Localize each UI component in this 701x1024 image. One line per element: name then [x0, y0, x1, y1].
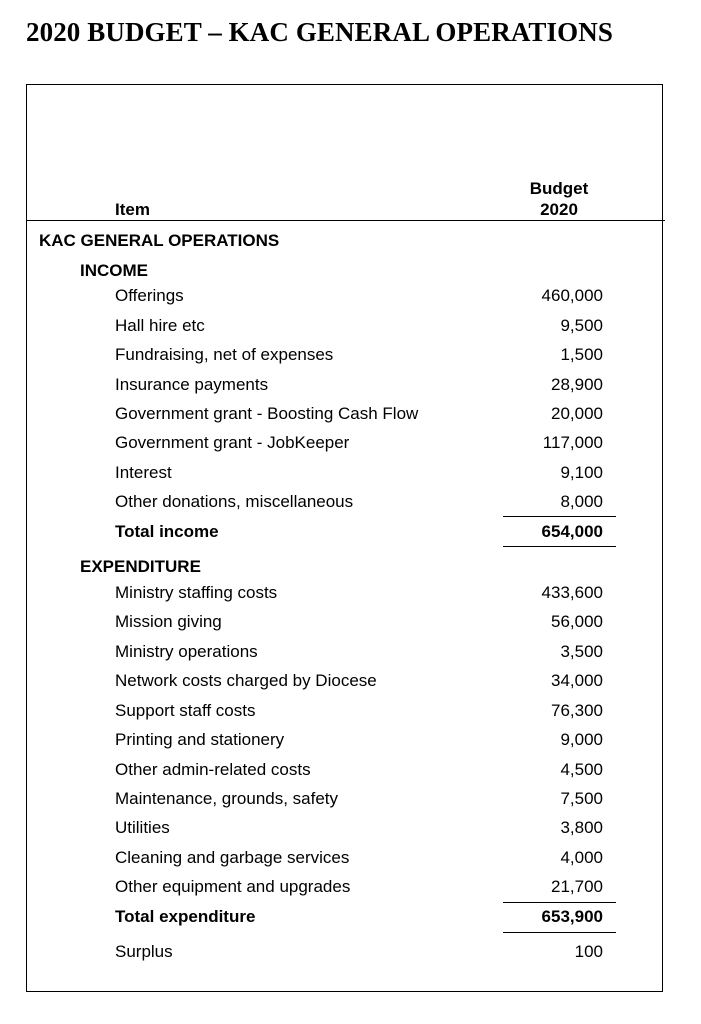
- expenditure-row-value: 433,600: [541, 583, 603, 602]
- column-header-item: Item: [115, 200, 150, 219]
- section-heading: KAC GENERAL OPERATIONS: [39, 231, 280, 250]
- income-row-label: Insurance payments: [115, 375, 269, 394]
- expenditure-row-label: Support staff costs: [115, 701, 256, 720]
- income-row-value: 1,500: [560, 345, 603, 364]
- expenditure-row-value: 34,000: [551, 671, 603, 690]
- total-income-label: Total income: [115, 522, 219, 541]
- income-row-label: Interest: [115, 463, 172, 482]
- expenditure-row-value: 4,500: [560, 760, 603, 779]
- income-row-label: Hall hire etc: [115, 316, 205, 335]
- expenditure-subtotal-rule: [503, 902, 616, 903]
- income-row-label: Fundraising, net of expenses: [115, 345, 334, 364]
- income-row-label: Government grant - JobKeeper: [115, 433, 350, 452]
- expenditure-row-value: 4,000: [560, 848, 603, 867]
- column-header-budget-line1: Budget: [529, 179, 589, 198]
- total-expenditure-value: 653,900: [541, 907, 603, 926]
- expenditure-row-label: Cleaning and garbage services: [115, 848, 350, 867]
- surplus-value: 100: [574, 942, 603, 961]
- document-title: 2020 BUDGET – KAC GENERAL OPERATIONS: [26, 17, 613, 47]
- expenditure-heading: EXPENDITURE: [80, 557, 201, 576]
- expenditure-row-label: Utilities: [115, 818, 170, 837]
- expenditure-total-rule: [503, 932, 616, 933]
- expenditure-row-value: 3,500: [560, 642, 603, 661]
- expenditure-row-label: Mission giving: [115, 612, 222, 631]
- expenditure-row-label: Other admin-related costs: [115, 760, 311, 779]
- expenditure-row-label: Other equipment and upgrades: [115, 877, 351, 896]
- income-row-value: 460,000: [541, 286, 603, 305]
- expenditure-row-label: Network costs charged by Diocese: [115, 671, 377, 690]
- expenditure-row-label: Ministry staffing costs: [115, 583, 278, 602]
- income-total-rule: [503, 546, 616, 547]
- income-row-value: 9,500: [560, 316, 603, 335]
- income-row-value: 28,900: [551, 375, 603, 394]
- expenditure-row-value: 9,000: [560, 730, 603, 749]
- column-header-budget: [509, 178, 609, 220]
- total-expenditure-label: Total expenditure: [115, 907, 256, 926]
- expenditure-row-label: Printing and stationery: [115, 730, 285, 749]
- expenditure-row-value: 3,800: [560, 818, 603, 837]
- income-row-value: 8,000: [560, 492, 603, 511]
- income-row-value: 117,000: [542, 433, 603, 452]
- income-row-value: 9,100: [560, 463, 603, 482]
- column-header-budget-line2: 2020: [540, 200, 578, 219]
- expenditure-row-label: Maintenance, grounds, safety: [115, 789, 339, 808]
- income-row-value: 20,000: [551, 404, 603, 423]
- income-row-label: Offerings: [115, 286, 184, 305]
- expenditure-row-value: 56,000: [551, 612, 603, 631]
- surplus-label: Surplus: [115, 942, 173, 961]
- expenditure-row-value: 7,500: [560, 789, 603, 808]
- header-divider: [26, 220, 665, 221]
- income-row-label: Other donations, miscellaneous: [115, 492, 354, 511]
- expenditure-row-label: Ministry operations: [115, 642, 258, 661]
- income-row-label: Government grant - Boosting Cash Flow: [115, 404, 419, 423]
- expenditure-row-value: 21,700: [551, 877, 603, 896]
- expenditure-row-value: 76,300: [551, 701, 603, 720]
- income-heading: INCOME: [80, 261, 148, 280]
- income-subtotal-rule: [503, 516, 616, 517]
- total-income-value: 654,000: [541, 522, 603, 541]
